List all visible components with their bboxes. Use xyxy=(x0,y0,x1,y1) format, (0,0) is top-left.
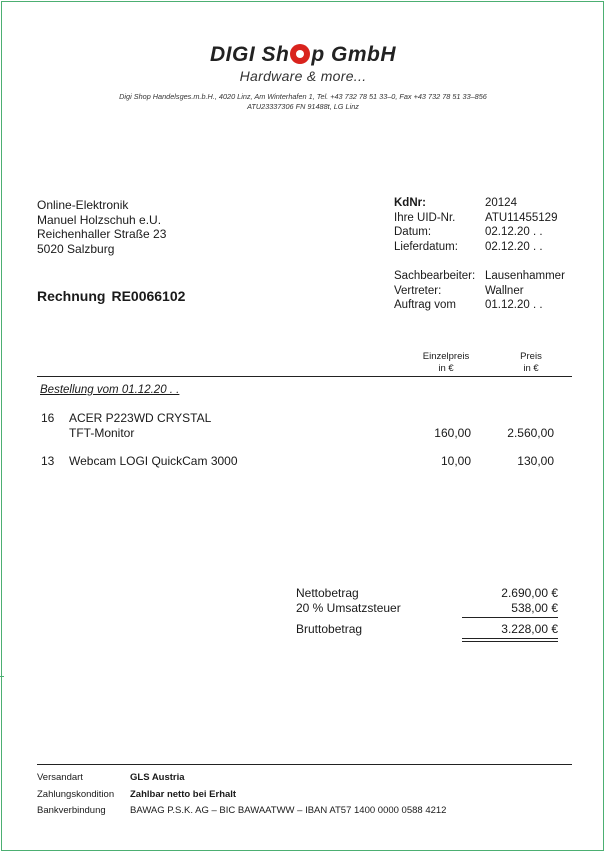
totals-divider xyxy=(462,617,558,618)
table-divider xyxy=(37,376,572,377)
staff-info-block xyxy=(394,269,565,313)
item-description-line-1: ACER P223WD CRYSTAL xyxy=(69,411,212,425)
bank-value: BAWAG P.S.K. AG – BIC BAWAATWW – IBAN AT57 1400 0000 0588 4212 xyxy=(130,805,447,816)
net-totals xyxy=(296,586,558,615)
company-tagline: Hardware & more... xyxy=(239,68,367,84)
info-row-date xyxy=(394,225,557,240)
unit-price-header xyxy=(412,351,480,375)
unit-price-header-line-2: in € xyxy=(438,363,454,374)
shipping-label: Versandart xyxy=(37,772,83,783)
item-description: Webcam LOGI QuickCam 3000 xyxy=(69,454,238,468)
price-header-line-2: in € xyxy=(523,363,539,374)
net-amount-value: 2.690,00 € xyxy=(501,586,558,600)
info-value: ATU11455129 xyxy=(485,211,558,224)
info-key: Vertreter: xyxy=(394,284,442,297)
info-key: Datum: xyxy=(394,226,432,238)
customer-info-block xyxy=(394,196,557,254)
footer-payment-row xyxy=(37,789,236,800)
info-key: Lieferdatum: xyxy=(394,240,458,253)
unit-price-header-line-1: Einzelpreis xyxy=(422,351,470,362)
item-total-price: 130,00 xyxy=(517,454,554,468)
footer-divider xyxy=(37,764,572,765)
gross-amount-value: 3.228,00 € xyxy=(501,622,558,636)
item-description xyxy=(69,411,369,440)
total-double-underline xyxy=(462,638,558,639)
footer-shipping-row xyxy=(37,772,185,783)
price-header xyxy=(498,351,564,375)
item-quantity: 13 xyxy=(41,454,55,468)
info-value: 02.12.20 . . xyxy=(485,240,543,253)
info-row-clerk xyxy=(394,269,565,284)
company-register-line: ATU23337306 FN 91488t, LG Linz xyxy=(247,102,359,111)
logo-text-start: DIGI Sh xyxy=(209,43,290,66)
recipient-line-3: Reichenhaller Straße 23 xyxy=(37,227,167,241)
info-key: Ihre UID-Nr. xyxy=(394,211,456,224)
info-value: 01.12.20 . . xyxy=(485,299,543,311)
item-quantity: 16 xyxy=(41,411,55,425)
invoice-title xyxy=(37,288,185,304)
recipient-line-1: Online-Elektronik xyxy=(37,198,129,212)
info-value: Lausenhammer xyxy=(485,270,565,282)
item-unit-price: 10,00 xyxy=(440,454,471,468)
info-key: Sachbearbeiter: xyxy=(394,270,476,282)
payment-value: Zahlbar netto bei Erhalt xyxy=(130,789,237,800)
info-value: 02.12.20 . . xyxy=(485,226,543,238)
item-total-price: 2.560,00 xyxy=(507,425,554,440)
bank-label: Bankverbindung xyxy=(37,805,106,816)
company-logo xyxy=(0,43,606,67)
net-amount-label: Nettobetrag xyxy=(296,586,359,600)
footer-bank-row xyxy=(37,805,446,816)
total-double-underline xyxy=(462,641,558,642)
recipient-line-4: 5020 Salzburg xyxy=(37,241,115,256)
logo-text-end: p GmbH xyxy=(311,43,396,66)
payment-label: Zahlungskondition xyxy=(37,789,115,800)
company-address-line: Digi Shop Handelsges.m.b.H., 4020 Linz, Am Winterhafen 1, Tel. +43 732 78 51 33–0, Fax +43 732 78 51 33–856 xyxy=(119,92,487,101)
info-row-delivery-date xyxy=(394,240,557,255)
net-amount-row xyxy=(296,586,558,601)
recipient-address xyxy=(37,198,166,256)
fold-mark xyxy=(0,676,4,677)
item-description-line-2: TFT-Monitor xyxy=(69,425,135,440)
recipient-line-2: Manuel Holzschuh e.U. xyxy=(37,212,162,227)
info-value: Wallner xyxy=(485,284,524,297)
order-reference: Bestellung vom 01.12.20 . . xyxy=(40,384,180,396)
price-header-line-1: Preis xyxy=(520,351,542,362)
invoice-number: RE0066102 xyxy=(111,288,186,304)
info-row-customer-number xyxy=(394,196,557,211)
vat-row xyxy=(296,601,558,616)
line-item xyxy=(41,454,561,470)
gross-totals xyxy=(296,622,558,637)
info-key: Auftrag vom xyxy=(394,299,456,311)
info-row-order-date xyxy=(394,298,565,313)
line-item xyxy=(41,411,561,441)
shipping-value: GLS Austria xyxy=(130,772,185,783)
logo-o-mark-icon xyxy=(290,44,310,64)
gross-amount-row xyxy=(296,622,558,637)
info-value: 20124 xyxy=(485,197,517,209)
info-row-vat-id xyxy=(394,211,557,226)
info-key: KdNr: xyxy=(394,197,426,209)
info-row-representative xyxy=(394,284,565,299)
vat-value: 538,00 € xyxy=(511,600,558,615)
vat-label: 20 % Umsatzsteuer xyxy=(296,600,401,615)
gross-amount-label: Bruttobetrag xyxy=(296,622,363,636)
item-unit-price: 160,00 xyxy=(434,425,471,440)
invoice-label: Rechnung xyxy=(37,288,106,304)
